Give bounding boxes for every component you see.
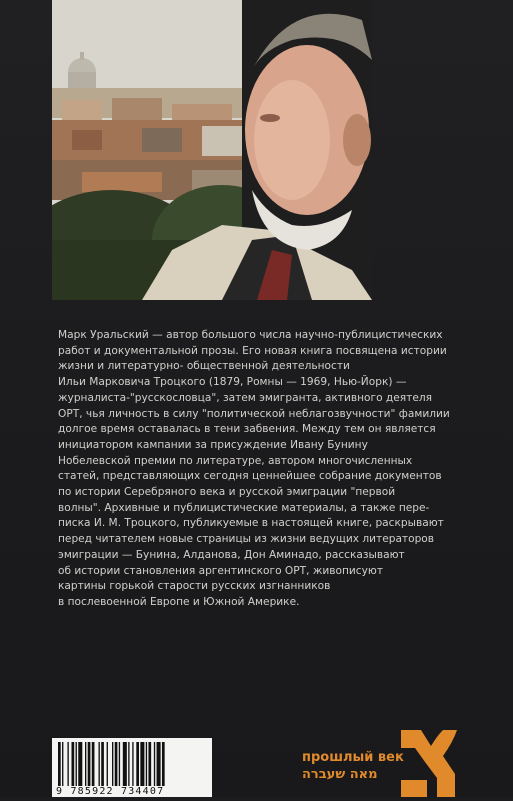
bio-line: эмиграции — Бунина, Алданова, Дон Аминадо, рассказывают: [58, 548, 405, 561]
bio-line: в послевоенной Европе и Южной Америке.: [58, 595, 300, 608]
bio-line: по истории Серебряного века и русской эмиграции "первой: [58, 486, 396, 499]
publisher-logo-icon: [393, 726, 463, 797]
series-label-hebrew: מאה שעברה: [302, 767, 378, 782]
bio-line: писка И. М. Троцкого, публикуемые в настоящей книге, раскрывают: [58, 517, 444, 530]
isbn-barcode: [52, 738, 212, 797]
bio-line: долгое время оставалась в тени забвения. Между тем он является: [58, 423, 436, 436]
author-photo-illustration: [52, 0, 372, 300]
bio-line: статей, представляющих сегодня ценнейшее собрание документов: [58, 470, 442, 483]
bio-line: волны". Архивные и публицистические материалы, а также пере-: [58, 501, 430, 514]
bio-line: работ и документальной прозы. Его новая книга посвящена истории: [58, 344, 447, 357]
bio-line: ОРТ, чья личность в силу "политической неблагозвучности" фамилии: [58, 407, 450, 420]
bio-line: жизни и литературно- общественной деятельности: [58, 360, 350, 373]
author-photo: [52, 0, 372, 300]
bio-line: Ильи Марковича Троцкого (1879, Ромны — 1969, Нью-Йорк) —: [58, 376, 407, 389]
barcode-digits: 9 785922 734407: [56, 786, 208, 797]
bio-line: картины горькой старости русских изгнанников: [58, 580, 331, 593]
series-label-russian: прошлый век: [302, 750, 404, 765]
bio-line: Нобелевской премии по литературе, автором многочисленных: [58, 454, 413, 467]
bio-line: перед читателем новые страницы из жизни ведущих литераторов: [58, 533, 435, 546]
bio-line: Марк Уральский — автор большого числа научно-публицистических: [58, 329, 443, 341]
bio-line: журналиста-"русскословца", затем эмигранта, активного деятеля: [58, 391, 432, 404]
bio-line: об истории становления аргентинского ОРТ, живописуют: [58, 564, 383, 577]
series-label: [302, 750, 404, 784]
bio-line: инициатором кампании за присуждение Ивану Бунину: [58, 438, 368, 451]
author-biography: [58, 328, 468, 611]
